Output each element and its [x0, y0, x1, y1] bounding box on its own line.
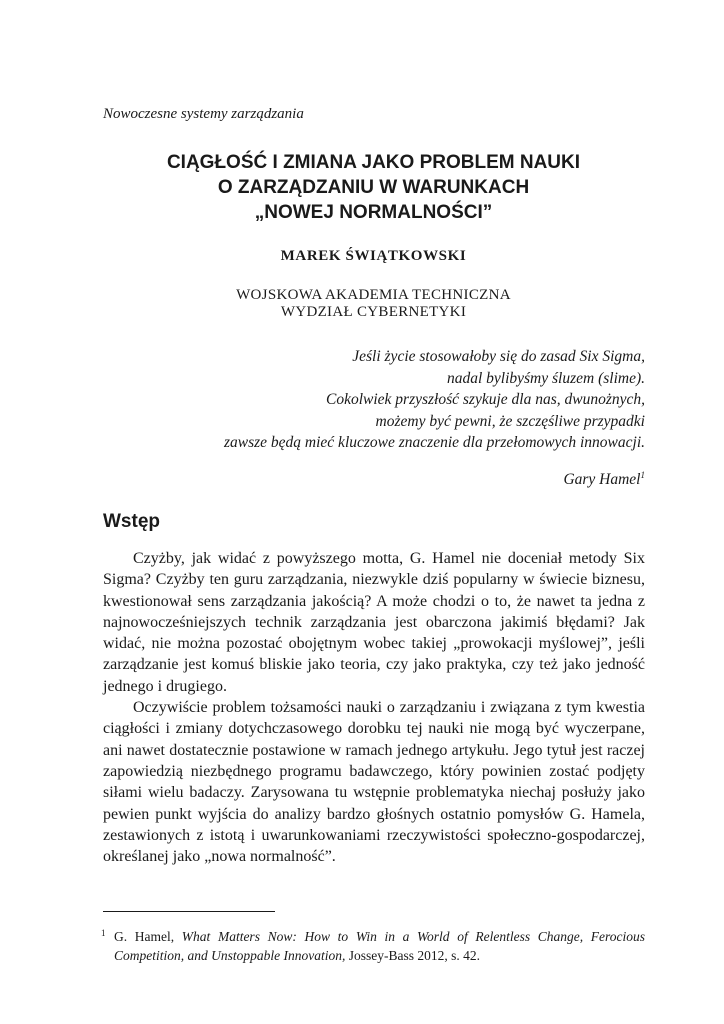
series-title: Nowoczesne systemy zarządzania — [103, 106, 304, 122]
author-name: MAREK ŚWIĄTKOWSKI — [280, 248, 467, 264]
body-paragraph: Oczywiście problem tożsamości nauki o zarządzaniu i związana z tym kwestia ciągłości i zmiany dotychczasowego dorobku tej nauki nie mogą być wyczerpane, ani nawet dostatecznie postawione w ramach jednego artykułu. Jego tytuł jest raczej zapowiedzią niezbędnego programu badawczego, który powinien zostać podjęty siłami wielu badaczy. Zarysowana tu wstępnie problematyka niechaj posłuży jako pewien punkt wyjścia do analizy bardzo głośnych ostatnio pomysłów G. Hamela, zestawionych z istotą i uwarunkowaniami rzeczywistości społeczno-gospodarczej, określanej jako „nowa normalność”. — [103, 699, 645, 866]
motto-line: zawsze będą mieć kluczowe znaczenie dla przełomowych innowacji. — [223, 434, 645, 451]
footnote-divider — [103, 911, 275, 912]
section-heading: Wstęp — [103, 511, 160, 532]
body-paragraph: Czyżby, jak widać z powyższego motta, G. Hamel nie doceniał metody Six Sigma? Czyżby ten guru zarządzania, niezwykle dziś popularny w świecie biznesu, kwestionował sens zarządzania jakością? A może chodzi o to, że nawet ta jedna z najnowocześniejszych technik zarządzania jest obarczona jakimiś błędami? Jak widać, nie można pozostać obojętnym wobec takiej „prowokacji myślowej”, jeśli zarządzanie jest komuś bliskie jako teoria, czy jako praktyka, czy też jako jedność jednego i drugiego. — [103, 550, 645, 695]
footnote-text — [103, 927, 645, 965]
motto-line: nadal bylibyśmy śluzem (slime). — [446, 369, 645, 387]
footnote — [103, 927, 645, 965]
section-body — [103, 548, 645, 867]
motto-attribution — [100, 470, 645, 489]
motto-line: możemy być pewni, że szczęśliwe przypadki — [375, 412, 645, 430]
article-title-line: O ZARZĄDZANIU W WARUNKACH — [217, 177, 530, 198]
footnote-prefix: G. Hamel, — [114, 929, 182, 944]
footnote-reference[interactable]: 1 — [640, 470, 645, 480]
motto-line: Jeśli życie stosowałoby się do zasad Six Sigma, — [352, 348, 645, 365]
article-title-line: CIĄGŁOŚĆ I ZMIANA JAKO PROBLEM NAUKI — [166, 152, 581, 173]
article-title-line: „NOWEJ NORMALNOŚCI” — [254, 202, 493, 223]
footnote-book-title: What Matters Now: How to Win in a World of Relentless Change, Ferocious Competition, and Unstoppable Innovation, — [114, 929, 646, 963]
motto-quote — [100, 346, 645, 454]
affiliation — [100, 287, 647, 321]
footnote-number: 1 — [101, 928, 106, 938]
article-title — [100, 150, 647, 225]
footnote-suffix: Jossey-Bass 2012, s. 42. — [345, 948, 480, 963]
motto-author-name: Gary Hamel — [563, 471, 641, 489]
affiliation-line: WOJSKOWA AKADEMIA TECHNICZNA — [236, 287, 511, 303]
affiliation-line: WYDZIAŁ CYBERNETYKI — [280, 304, 467, 320]
motto-line: Cokolwiek przyszłość szykuje dla nas, dwunożnych, — [325, 391, 645, 408]
